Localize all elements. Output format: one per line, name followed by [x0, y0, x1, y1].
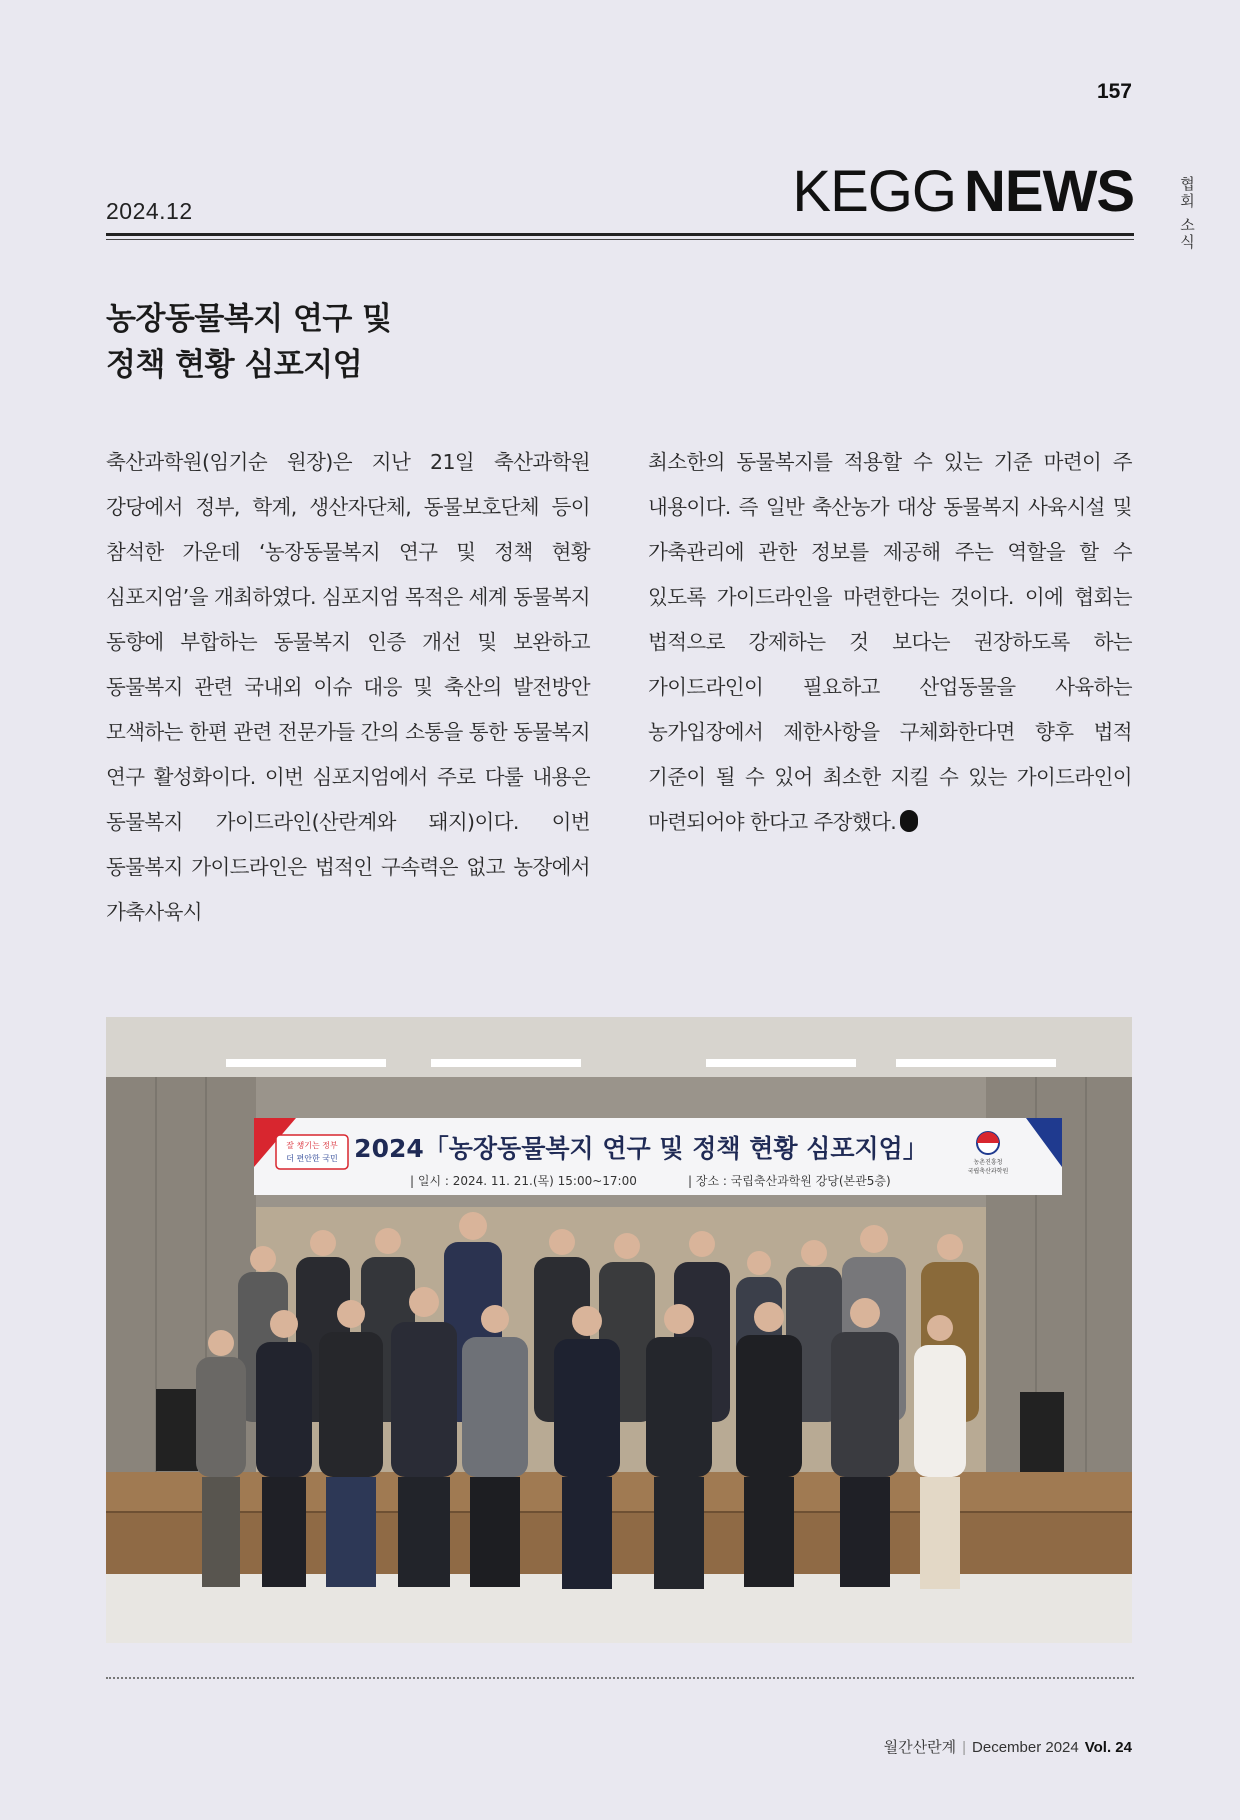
ceiling-light — [431, 1059, 581, 1067]
masthead-news: NEWS — [964, 159, 1134, 224]
section-label: 협회 소식 — [1178, 176, 1196, 251]
footer-dotted-rule — [106, 1677, 1134, 1679]
article-body-right — [648, 440, 1132, 845]
banner-slogan-2: 더 편안한 국민 — [286, 1154, 338, 1163]
footer — [884, 1736, 1132, 1757]
ceiling-light — [896, 1059, 1056, 1067]
masthead-rule-thin — [106, 239, 1134, 240]
group-photo-illustration — [106, 1017, 1132, 1643]
footer-volume: Vol. 24 — [1084, 1739, 1132, 1756]
footer-magazine: 월간산란계 — [883, 1739, 957, 1756]
article-body-right-text: 최소한의 동물복지를 적용할 수 있는 기준 마련이 주 내용이다. 즉 일반 축산농가 대상 동물복지 사육시설 및 가축관리에 관한 정보를 제공해 주는 역할을 할 수 있도록 가이드라인을 마련한다는 것이다. 이에 협회는 법적으로 강제하는 것 보다는 권장하도록 하는 가이드라인이 필요하고 산업동물을 사육하는 농가입장에서 제한사항을 구체화한다면 향후 법적 기준이 될 수 있어 최소한 지킬 수 있는 가이드라인이 마련되어야 한다고 주장했다. — [648, 450, 1132, 834]
banner-slogan-1: 잘 챙기는 정부 — [286, 1141, 338, 1150]
article-title-line-2: 정책 현황 심포지엄 — [106, 347, 363, 383]
page-number: 157 — [1096, 80, 1132, 103]
banner-place: | 장소 : 국립축산과학원 강당(본관5층) — [688, 1174, 891, 1188]
banner-title: 2024「농장동물복지 연구 및 정책 현황 심포지엄」 — [354, 1134, 928, 1163]
banner-date: | 일시 : 2024. 11. 21.(목) 15:00~17:00 — [410, 1174, 637, 1188]
end-of-article-icon — [900, 810, 918, 832]
issue-date: 2024.12 — [106, 198, 193, 224]
banner-org-2: 국립축산과학원 — [967, 1168, 1009, 1175]
ceiling-light — [226, 1059, 386, 1067]
article-body-left: 축산과학원(임기순 원장)은 지난 21일 축산과학원 강당에서 정부, 학계, 생산자단체, 동물보호단체 등이 참석한 가운데 ‘농장동물복지 연구 및 정책 현황 심포지엄’을 개최하였다. 심포지엄 목적은 세계 동물복지 동향에 부합하는 동물복지 인증 개선 및 보완하고 동물복지 관련 국내외 이슈 대응 및 축산의 발전방안 모색하는 한편 관련 전문가들 간의 소통을 통한 동물복지 연구 활성화이다. 이번 심포지엄에서 주로 다룰 내용은 동물복지 가이드라인(산란계와 돼지)이다. 이번 동물복지 가이드라인은 법적인 구속력은 없고 농장에서 가축사육시 — [106, 450, 590, 924]
ceiling-light — [706, 1059, 856, 1067]
masthead — [792, 159, 1134, 224]
group-photo — [106, 1017, 1132, 1643]
footer-separator: | — [962, 1739, 967, 1756]
footer-month: December 2024 — [972, 1739, 1079, 1756]
article-title-line-1: 농장동물복지 연구 및 — [106, 301, 392, 337]
masthead-kegg: KEGG — [792, 159, 956, 224]
banner-org-1: 농촌진흥청 — [973, 1159, 1003, 1166]
article-title — [106, 296, 706, 388]
masthead-rule-thick — [106, 233, 1134, 236]
